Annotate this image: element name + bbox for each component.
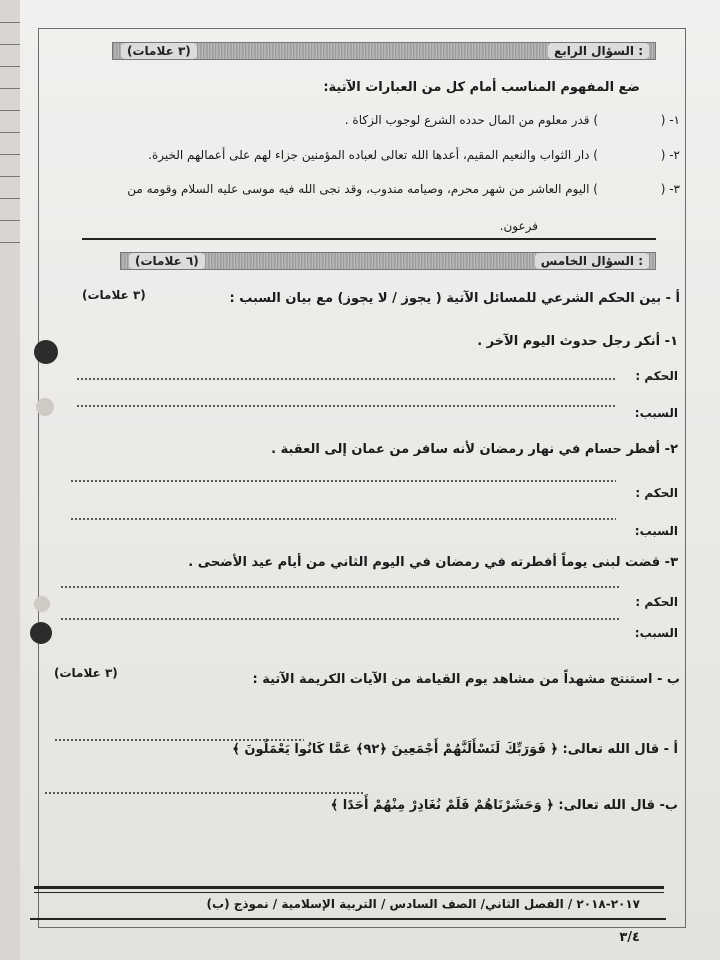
item-number: ٢- (: [660, 148, 680, 162]
section-divider: [82, 238, 656, 240]
answer-line[interactable]: [60, 586, 620, 588]
question-5-header: [120, 252, 656, 270]
question-item: ٣- قضت لبنى يوماً أفطرته في رمضان في اليوم الثاني من أيام عيد الأضحى .: [188, 555, 678, 570]
question-4-header: [112, 42, 656, 60]
reason-label: السبب:: [634, 406, 678, 420]
ruling-label: الحكم :: [635, 486, 678, 500]
exam-page: [20, 0, 720, 960]
question-title: السؤال الرابع :: [548, 43, 649, 59]
binder-hole: [34, 596, 50, 612]
binder-hole: [30, 622, 52, 644]
item-number: ٣- (: [660, 182, 680, 196]
footer-rule: [34, 886, 664, 889]
item-text-continuation: فرعون.: [499, 219, 538, 233]
part-b-heading: ب - استنتج مشهداً من مشاهد يوم القيامة من الآيات الكريمة الآتية :: [252, 672, 680, 687]
page-number: ٣/٤: [619, 930, 640, 945]
part-a-heading: أ - بين الحكم الشرعي للمسائل الآتية ( يجوز / لا يجوز) مع بيان السبب :: [229, 291, 680, 306]
question-title: السؤال الخامس :: [535, 253, 649, 269]
item-text: ) اليوم العاشر من شهر محرم، وصيامه مندوب، وقد نجى الله فيه موسى عليه السلام وقومه من: [127, 182, 598, 196]
marks-label: (٣ علامات): [54, 666, 118, 680]
answer-line[interactable]: [60, 618, 620, 620]
binder-hole: [34, 340, 58, 364]
item-number: ١- (: [660, 113, 680, 127]
binder-hole: [36, 398, 54, 416]
ruling-label: الحكم :: [635, 369, 678, 383]
ruling-label: الحكم :: [635, 595, 678, 609]
answer-line[interactable]: [76, 378, 616, 380]
verse-item: ب- قال الله تعالى: ﴿ وَحَشَرْنَاهُمْ فَلَمْ نُغَادِرْ مِنْهُمْ أَحَدًا ﴾: [330, 798, 678, 813]
answer-line[interactable]: [70, 480, 616, 482]
marks-label: (٦ علامات): [129, 253, 205, 269]
answer-line[interactable]: [44, 792, 364, 794]
item-text: ) قدر معلوم من المال حدده الشرع لوجوب الزكاة .: [344, 113, 598, 127]
instruction: ضع المفهوم المناسب أمام كل من العبارات الآتية:: [323, 80, 640, 95]
reason-label: السبب:: [634, 524, 678, 538]
footer-rule: [34, 892, 664, 893]
answer-line[interactable]: [70, 518, 616, 520]
marks-label: (٣ علامات): [82, 288, 146, 302]
footer-text: ٢٠١٧-٢٠١٨ / الفصل الثاني/ الصف السادس / التربية الإسلامية / نموذج (ب): [206, 897, 640, 911]
answer-line[interactable]: [54, 739, 304, 741]
footer-rule: [30, 918, 666, 920]
marks-label: (٣ علامات): [121, 43, 197, 59]
item-text: ) دار الثواب والنعيم المقيم، أعدها الله تعالى لعباده المؤمنين جزاء لهم على أعمالهم الخيرة.: [148, 148, 598, 162]
verse-item: أ - قال الله تعالى: ﴿ فَوَرَبِّكَ لَنَسْأَلَنَّهُمْ أَجْمَعِينَ ﴿٩٢﴾ عَمَّا كَانُوا يَعْمَلُونَ ﴾: [232, 742, 678, 757]
reason-label: السبب:: [634, 626, 678, 640]
question-item: ١- أنكر رجل حدوث اليوم الآخر .: [477, 334, 678, 349]
question-item: ٢- أفطر حسام في نهار رمضان لأنه سافر من عمان إلى العقبة .: [271, 442, 678, 457]
answer-line[interactable]: [76, 405, 616, 407]
